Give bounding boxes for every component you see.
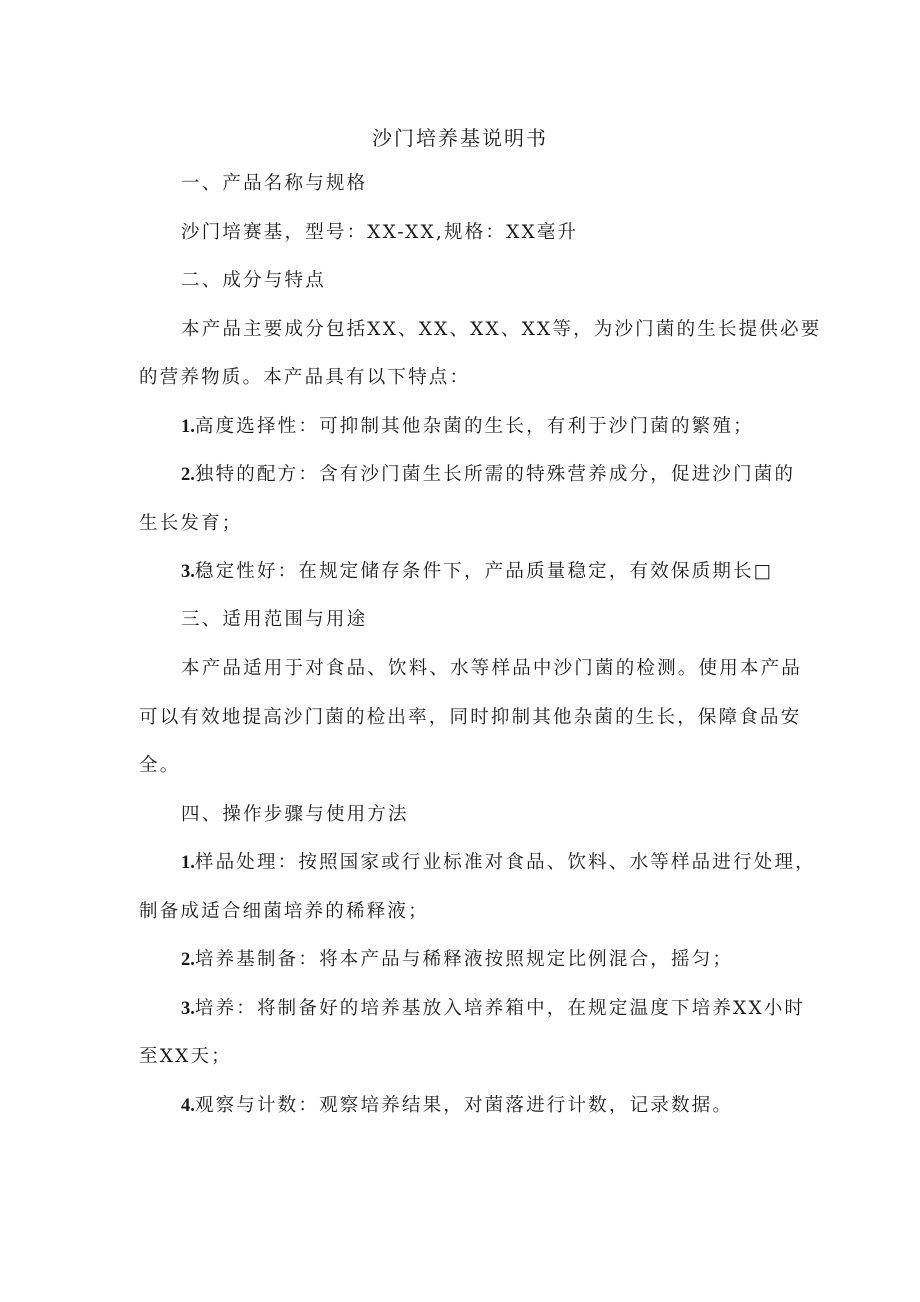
feature-item-3-number: 3. [181, 562, 195, 582]
document-title: 沙门培养基说明书 [372, 126, 548, 150]
step-item-2-number: 2. [181, 950, 195, 970]
section-heading-4: 四、操作步骤与使用方法 [181, 804, 409, 825]
step-item-3-number: 3. [181, 999, 195, 1019]
step-item-1-text: 样品处理：按照国家或行业标准对食品、饮料、水等样品进行处理， [194, 852, 816, 873]
step-item-4-number: 4. [181, 1096, 195, 1116]
step-item-2-text: 培养基制备：将本产品与稀释液按照规定比例混合，摇匀； [194, 949, 734, 970]
feature-item-1-text: 高度选择性：可抑制其他杂菌的生长，有利于沙门菌的繁殖； [194, 416, 754, 437]
step-item-1-number: 1. [181, 853, 195, 873]
feature-item-2-text: 独特的配方：含有沙门菌生长所需的特殊营养成分，促进沙门菌的 [194, 464, 796, 485]
step-item-1 [181, 848, 816, 878]
feature-item-1 [181, 412, 754, 442]
feature-item-1-number: 1. [181, 417, 195, 437]
step-item-3-continuation: 至XX天； [139, 1046, 232, 1067]
feature-item-2-number: 2. [181, 465, 195, 485]
step-item-3-text: 培养：将制备好的培养基放入培养箱中，在规定温度下培养XX小时 [194, 998, 806, 1019]
feature-item-3 [181, 557, 773, 587]
feature-item-2-continuation: 生长发育； [139, 513, 243, 534]
composition-paragraph-line-2: 的营养物质。本产品具有以下特点： [139, 367, 471, 388]
feature-item-3-text: 稳定性好：在规定储存条件下，产品质量稳定，有效保质期长□ [194, 561, 774, 582]
composition-paragraph-line-1: 本产品主要成分包括XX、XX、XX、XX等，为沙门菌的生长提供必要 [181, 319, 822, 340]
section-heading-2: 二、成分与特点 [181, 270, 326, 291]
step-item-2 [181, 945, 733, 975]
step-item-4-text: 观察与计数：观察培养结果，对菌落进行计数，记录数据。 [194, 1095, 734, 1116]
scope-paragraph-line-2: 可以有效地提高沙门菌的检出率，同时抑制其他杂菌的生长，保障食品安 [139, 707, 802, 728]
scope-paragraph-line-3: 全。 [139, 755, 181, 776]
product-spec-line: 沙门培赛基，型号：XX-XX,规格：XX毫升 [181, 222, 579, 243]
feature-item-2 [181, 460, 795, 490]
step-item-1-continuation: 制备成适合细菌培养的稀释液； [139, 901, 429, 922]
step-item-3 [181, 994, 805, 1024]
section-heading-1: 一、产品名称与规格 [181, 173, 368, 194]
scope-paragraph-line-1: 本产品适用于对食品、饮料、水等样品中沙门菌的检测。使用本产品 [181, 658, 803, 679]
step-item-4 [181, 1091, 733, 1121]
section-heading-3: 三、适用范围与用途 [181, 609, 368, 630]
